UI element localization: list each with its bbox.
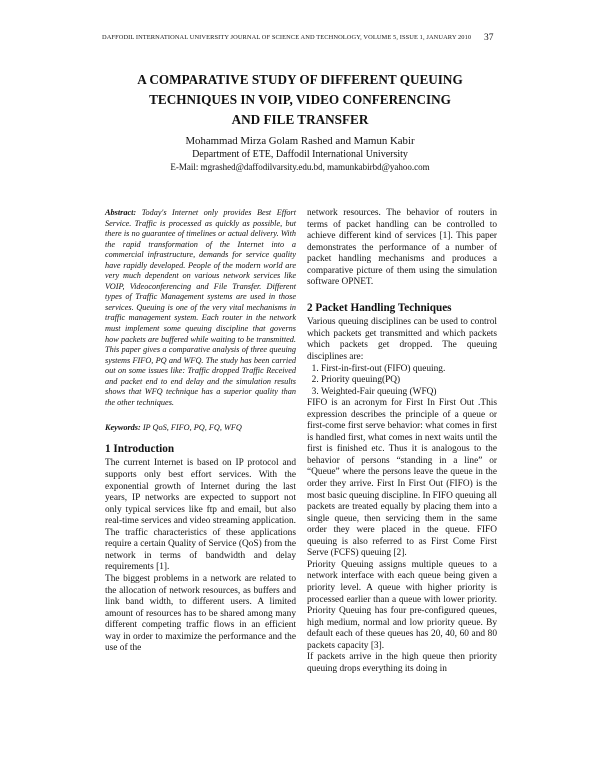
- fifo-paragraph: FIFO is an acronym for First In First Out .This expression describes the principle of a queue or first-come first serve behavior: what comes in first is handled first, what comes in next waits until the first is finished etc. Thus it is analogous to the behavior of persons “standing in a line” or “Queue” where the persons leave the queue in the order they arrive. First In First Out (FIFO) is the most basic queuing discipline. In FIFO queuing all packets are treated equally by placing them into a single queue, then servicing them in the same order they were placed in the queue. FIFO queuing is also referred to as First Come First Serve (FCFS) queuing [2].: [307, 398, 497, 559]
- high-queue-paragraph: If packets arrive in the high queue then priority queuing drops everything its doing in: [307, 652, 497, 674]
- title-line-2: TECHNIQUES IN VOIP, VIDEO CONFERENCING: [149, 92, 451, 107]
- left-column: [105, 208, 296, 655]
- keywords-text: IP QoS, FIFO, PQ, FQ, WFQ: [142, 423, 242, 433]
- abstract-label: Abstract:: [105, 208, 137, 217]
- department: Department of ETE, Daffodil International University: [192, 149, 408, 160]
- page-number: 37: [484, 33, 494, 43]
- email: E-Mail: mgrashed@daffodilvarsity.edu.bd, mamunkabirbd@yahoo.com: [170, 162, 430, 172]
- list-item: 2. Priority queuing(PQ): [321, 375, 497, 387]
- running-head: DAFFODIL INTERNATIONAL UNIVERSITY JOURNAL OF SCIENCE AND TECHNOLOGY, VOLUME 5, ISSUE 1, JANUARY 2010: [102, 34, 472, 41]
- keywords: [105, 422, 296, 434]
- list-item: 1. First-in-first-out (FIFO) queuing.: [321, 364, 497, 376]
- title-line-1: A COMPARATIVE STUDY OF DIFFERENT QUEUING: [137, 72, 463, 87]
- authors: Mohammad Mirza Golam Rashed and Mamun Kabir: [185, 135, 415, 147]
- priority-queuing-paragraph: Priority Queuing assigns multiple queues to a network interface with each queue being given a priority level. A queue with higher priority is processed earlier than a queue with lower priority. Priority Queuing has four pre-configured queues, high medium, normal and low priority queue. By default each of these queues has 20, 40, 60 and 80 packets capacity [3].: [307, 559, 497, 651]
- section-2-intro: Various queuing disciplines can be used to control which packets get transmitted and which packets which packets get dropped. The queuing disciplines are:: [307, 317, 497, 363]
- right-column: [307, 208, 497, 675]
- queuing-list: [307, 364, 497, 399]
- abstract: [105, 208, 296, 408]
- section-2-heading: 2 Packet Handling Techniques: [307, 301, 452, 314]
- section-1-heading: 1 Introduction: [105, 442, 175, 455]
- section-1-paragraph-1: The current Internet is based on IP protocol and supports only best effort services. With the exponential growth of Internet during the last years, IP networks are expected to support not only typical services like ftp and email, but also real-time services and video streaming application. The traffic characteristics of these applications require a certain Quality of Service (QoS) from the network in terms of bandwidth and delay requirements [1].: [105, 458, 296, 573]
- title-line-3: AND FILE TRANSFER: [231, 112, 369, 127]
- right-intro-paragraph: network resources. The behavior of routers in terms of packet handling can be controlled to achieve different kind of services [1]. This paper demonstrates the performance of a number of packet handling mechanisms and produces a comparative picture of them using the simulation software OPNET.: [307, 208, 497, 288]
- section-1-paragraph-2: The biggest problems in a network are related to the allocation of network resources, as buffers and link band width, to different users. A limited amount of resources has to be shared among many different competing traffic flows in an efficient way in order to maximize the performance and the use of the: [105, 573, 296, 654]
- abstract-text: Today's Internet only provides Best Effort Service. Traffic is processed as quickly as possible, but there is no guarantee of timelines or actual delivery. With the rapid transformation of the Internet into a commercial infrastructure, demands for service quality have rapidly developed. People of the modern world are very much dependent on various network services like VOIP, Videoconferencing and File Transfer. Different types of Traffic Management systems are used in those services. Queuing is one of the very vital mechanisms in traffic management system. Each router in the network must implement some queuing discipline that governs how packets are buffered while waiting to be transmitted. This paper gives a comparative analysis of three queuing systems FIFO, PQ and WFQ. The study has been carried out on some issues like: Traffic dropped Traffic Received and packet end to end delay and the simulation results shows that WFQ technique has a superior quality than the other techniques.: [105, 208, 296, 407]
- keywords-label: Keywords:: [105, 423, 141, 433]
- list-item: 3. Weighted-Fair queuing (WFQ): [321, 387, 497, 399]
- paper-title: [100, 70, 500, 130]
